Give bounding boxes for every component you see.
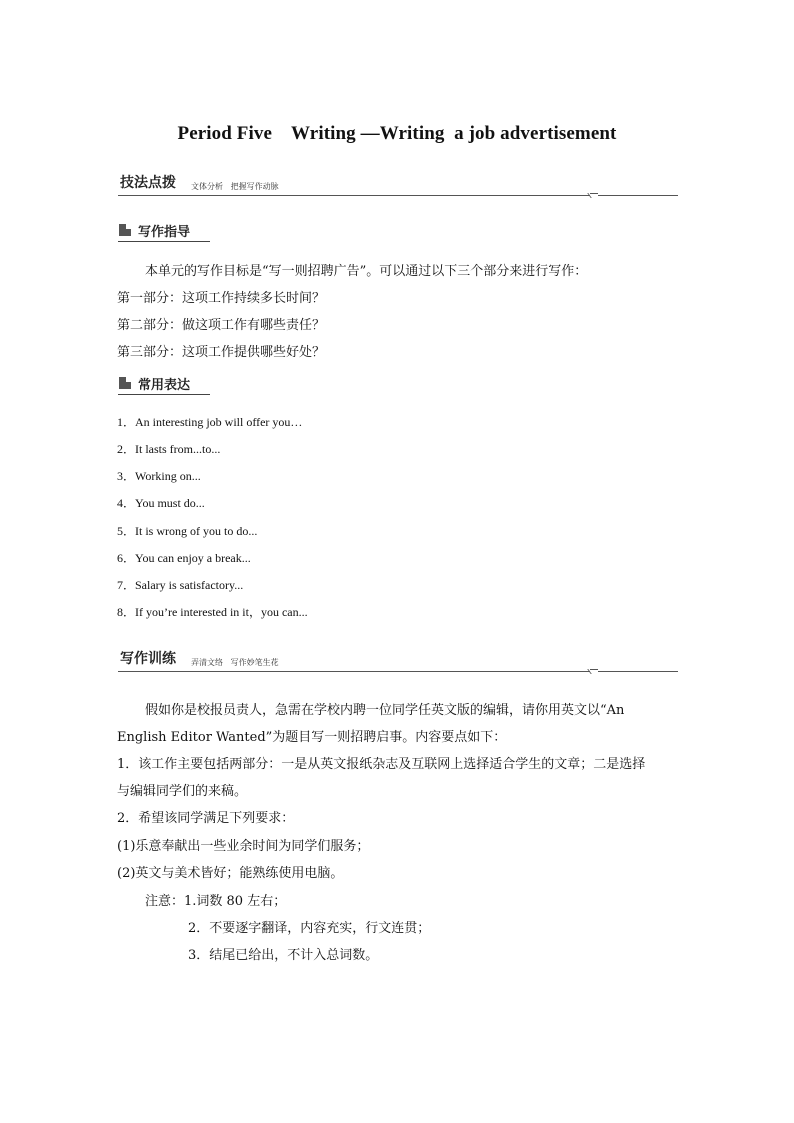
rule-notch (590, 669, 598, 675)
guide-intro: 本单元的写作目标是“写一则招聘广告”。可以通过以下三个部分来进行写作： (145, 264, 588, 279)
expression-item: 2．It lasts from...to... (117, 442, 221, 456)
task-line: 2．希望该同学满足下列要求： (117, 811, 295, 826)
section-subtitle: 弄清文络 写作妙笔生花 (191, 658, 279, 667)
section-title: 技法点拨 (120, 175, 176, 191)
section-header-writing-practice (118, 646, 678, 672)
subheading-writing-guide (118, 220, 210, 240)
page-title: Period Five Writing —Writing a job advertisement (177, 123, 617, 144)
expression-item: 5．It is wrong of you to do... (117, 524, 258, 538)
task-line: English Editor Wanted”为题目写一则招聘启事。内容要点如下： (117, 730, 507, 745)
square-bullet-icon (119, 377, 131, 389)
guide-part-3: 第三部分：这项工作提供哪些好处？ (117, 345, 326, 360)
section-header-techniques (118, 170, 678, 196)
expression-item: 6．You can enjoy a break... (117, 551, 251, 565)
task-line: 与编辑同学们的来稿。 (117, 784, 248, 799)
task-line: (2)英文与美术皆好；能熟练使用电脑。 (117, 866, 344, 881)
square-bullet-icon (119, 224, 131, 236)
section-title: 写作训练 (120, 651, 176, 667)
expression-item: 3．Working on... (117, 469, 201, 483)
guide-part-1: 第一部分：这项工作持续多长时间？ (117, 291, 326, 306)
note-line: 3．结尾已给出，不计入总词数。 (188, 948, 379, 963)
section-subtitle: 文体分析 把握写作动脉 (191, 182, 279, 191)
subheading-title: 常用表达 (138, 378, 191, 393)
expression-item: 1．An interesting job will offer you… (117, 415, 303, 429)
note-line: 注意：1.词数 80 左右； (145, 894, 287, 909)
guide-part-2: 第二部分：做这项工作有哪些责任？ (117, 318, 326, 333)
subheading-title: 写作指导 (138, 225, 191, 240)
subheading-common-expressions (118, 373, 210, 393)
note-line: 2．不要逐字翻译，内容充实，行文连贯； (188, 921, 431, 936)
subheading-rule (118, 394, 210, 395)
subheading-rule (118, 241, 210, 242)
expression-item: 4．You must do... (117, 496, 205, 510)
expression-item: 7．Salary is satisfactory... (117, 578, 244, 592)
expression-item: 8．If you’re interested in it，you can... (117, 605, 308, 619)
task-line: (1)乐意奉献出一些业余时间为同学们服务； (117, 839, 370, 854)
rule-notch (590, 193, 598, 199)
task-line: 1．该工作主要包括两部分：一是从英文报纸杂志及互联网上选择适合学生的文章；二是选择 (117, 757, 646, 772)
task-line: 假如你是校报员责人，急需在学校内聘一位同学任英文版的编辑，请你用英文以“An (145, 703, 625, 718)
